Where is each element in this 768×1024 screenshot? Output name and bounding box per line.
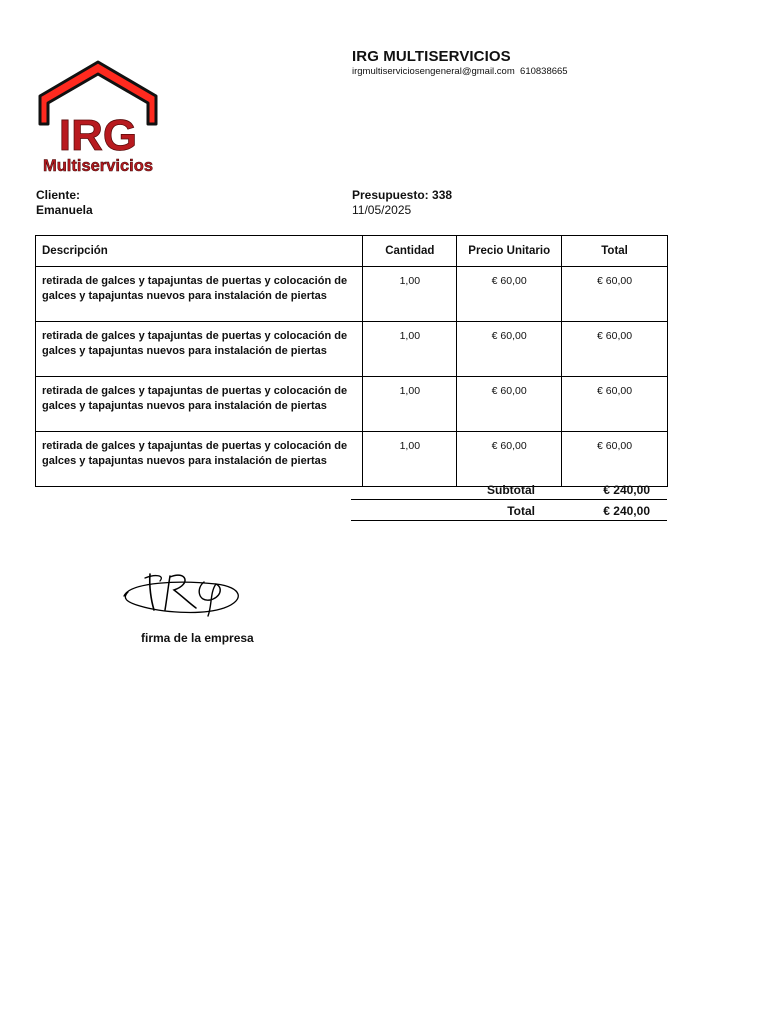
row-total: € 60,00 bbox=[562, 377, 668, 432]
quote-date: 11/05/2025 bbox=[352, 203, 412, 217]
row-description: retirada de galces y tapajuntas de puertas y colocación de galces y tapajuntas nuevos para instalación de piertas bbox=[36, 432, 363, 487]
subtotal-value: € 240,00 bbox=[603, 483, 650, 497]
company-name: IRG MULTISERVICIOS bbox=[352, 48, 511, 65]
signature-image bbox=[120, 566, 244, 618]
table-header-row bbox=[36, 236, 668, 267]
header-description: Descripción bbox=[36, 236, 363, 267]
total-row bbox=[351, 500, 667, 521]
signature-label: firma de la empresa bbox=[141, 631, 254, 645]
header-total: Total bbox=[562, 236, 668, 267]
row-quantity: 1,00 bbox=[363, 432, 457, 487]
table-row bbox=[36, 322, 668, 377]
header-unit-price: Precio Unitario bbox=[457, 236, 562, 267]
client-name: Emanuela bbox=[36, 203, 93, 217]
row-quantity: 1,00 bbox=[363, 322, 457, 377]
company-contact: irgmultiserviciosengeneral@gmail.com 610838665 bbox=[352, 66, 568, 77]
logo-irg-text: IRG bbox=[58, 111, 138, 160]
items-table bbox=[35, 235, 668, 487]
total-value: € 240,00 bbox=[603, 504, 650, 518]
row-total: € 60,00 bbox=[562, 322, 668, 377]
header-quantity: Cantidad bbox=[363, 236, 457, 267]
row-unit-price: € 60,00 bbox=[457, 432, 562, 487]
row-total: € 60,00 bbox=[562, 267, 668, 322]
row-unit-price: € 60,00 bbox=[457, 267, 562, 322]
row-description: retirada de galces y tapajuntas de puertas y colocación de galces y tapajuntas nuevos para instalación de piertas bbox=[36, 322, 363, 377]
client-label: Cliente: bbox=[36, 188, 81, 202]
row-unit-price: € 60,00 bbox=[457, 322, 562, 377]
subtotal-row bbox=[351, 479, 667, 500]
table-row bbox=[36, 267, 668, 322]
row-quantity: 1,00 bbox=[363, 267, 457, 322]
quote-number: Presupuesto: 338 bbox=[352, 188, 453, 202]
subtotal-label: Subtotal bbox=[487, 483, 535, 497]
table-row bbox=[36, 377, 668, 432]
row-quantity: 1,00 bbox=[363, 377, 457, 432]
row-description: retirada de galces y tapajuntas de puertas y colocación de galces y tapajuntas nuevos para instalación de piertas bbox=[36, 377, 363, 432]
irg-logo bbox=[36, 58, 160, 178]
row-total: € 60,00 bbox=[562, 432, 668, 487]
logo-subtitle-text: Multiservicios bbox=[42, 157, 154, 175]
row-unit-price: € 60,00 bbox=[457, 377, 562, 432]
row-description: retirada de galces y tapajuntas de puertas y colocación de galces y tapajuntas nuevos para instalación de piertas bbox=[36, 267, 363, 322]
totals-block bbox=[351, 479, 667, 521]
total-label: Total bbox=[507, 504, 535, 518]
